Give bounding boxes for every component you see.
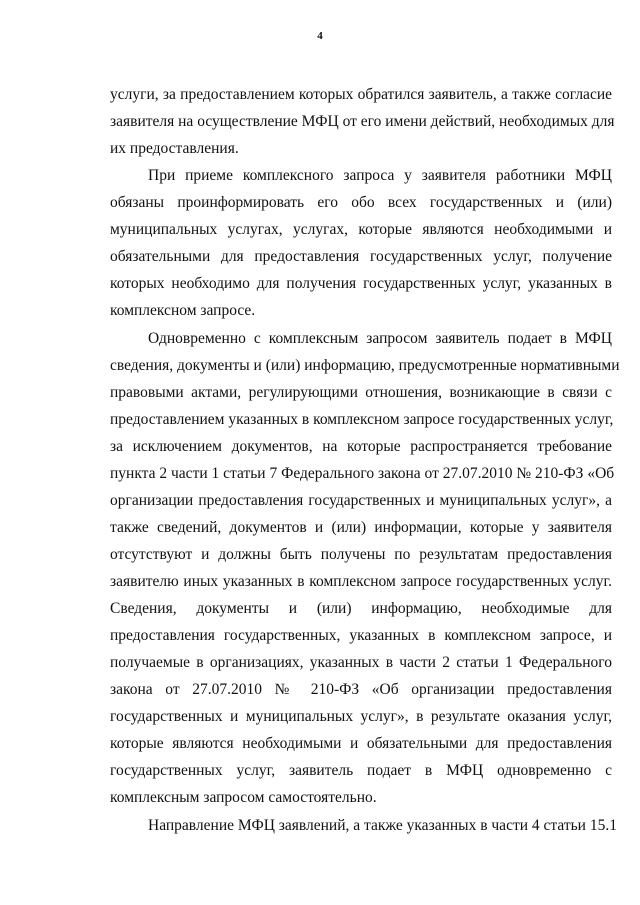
text-line: заявителя на осуществление МФЦ от его имени действий, необходимых для	[110, 113, 615, 130]
text-line: комплексным запросом самостоятельно.	[110, 789, 377, 806]
text-line: отсутствуют и должны быть получены по результатам предоставления	[110, 546, 612, 563]
page-number: 4	[317, 30, 323, 42]
text-line: государственных услуг, заявитель подает в МФЦ одновременно с	[110, 762, 612, 779]
text-line: пункта 2 части 1 статьи 7 Федерального закона от 27.07.2010 № 210-ФЗ «Об	[110, 465, 615, 482]
text-line: которых необходимо для получения государственных услуг, указанных в	[110, 275, 612, 292]
text-line: также сведений, документов и (или) информации, которые у заявителя	[110, 519, 612, 536]
text-line: получаемые в организациях, указанных в части 2 статьи 1 Федерального	[110, 654, 612, 671]
text-line: закона от 27.07.2010 № 210-ФЗ «Об организации предоставления	[110, 681, 612, 698]
text-line: заявителю иных указанных в комплексном запросе государственных услуг.	[110, 573, 612, 590]
text-line: обязаны проинформировать его обо всех государственных и (или)	[110, 194, 612, 211]
text-line: государственных и муниципальных услуг», в результате оказания услуг,	[110, 708, 612, 725]
text-line: Одновременно с комплексным запросом заявитель подает в МФЦ	[148, 330, 612, 347]
text-line: Направление МФЦ заявлений, а также указанных в части 4 статьи 15.1	[148, 817, 617, 834]
text-line: организации предоставления государственных и муниципальных услуг», а	[110, 492, 612, 509]
text-line: правовыми актами, регулирующими отношения, возникающие в связи с	[110, 384, 612, 401]
text-line: предоставления государственных, указанных в комплексном запросе, и	[110, 627, 612, 644]
text-line: муниципальных услугах, услугах, которые являются необходимыми и	[110, 221, 612, 238]
text-line: обязательными для предоставления государственных услуг, получение	[110, 248, 612, 265]
text-line: сведения, документы и (или) информацию, предусмотренные нормативными	[110, 357, 620, 374]
text-line: предоставлением указанных в комплексном запросе государственных услуг,	[110, 411, 614, 428]
text-line: их предоставления.	[110, 140, 239, 157]
text-line: комплексном запросе.	[110, 302, 256, 319]
text-line: услуги, за предоставлением которых обратился заявитель, а также согласие	[110, 86, 612, 103]
text-line: Сведения, документы и (или) информацию, необходимые для	[110, 600, 612, 617]
text-line: При приеме комплексного запроса у заявителя работники МФЦ	[148, 167, 612, 184]
text-line: за исключением документов, на которые распространяется требование	[110, 438, 612, 455]
text-line: которые являются необходимыми и обязательными для предоставления	[110, 735, 612, 752]
